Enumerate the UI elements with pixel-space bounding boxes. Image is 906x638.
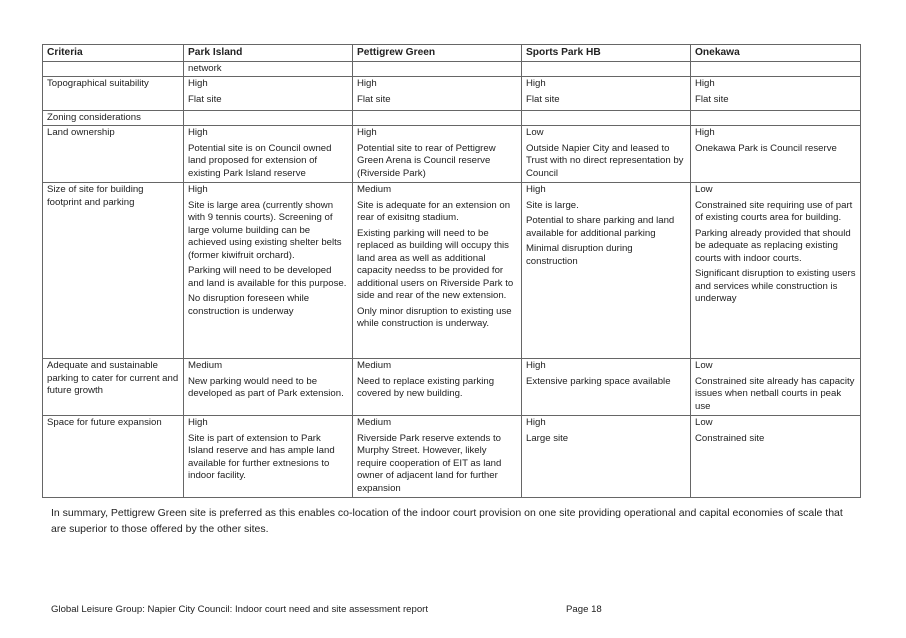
rating: Medium: [357, 184, 392, 195]
cell-text: Extensive parking space available: [526, 375, 671, 387]
table-cell: [353, 62, 522, 77]
table-cell: [691, 111, 861, 126]
table-cell: [184, 126, 353, 183]
rating: Medium: [357, 360, 392, 371]
table-cell: [691, 416, 861, 498]
cell-text: Riverside Park reserve extends to Murphy Street. However, likely require cooperation of EIT as land owner of adjacent land for further expansion: [357, 432, 502, 494]
cell-text: Minimal disruption during construction: [526, 243, 633, 267]
rating: Medium: [357, 417, 392, 428]
table-cell: [522, 183, 691, 359]
cell-text: Significant disruption to existing users and services while construction is underway: [695, 268, 856, 304]
table-row: [43, 183, 861, 359]
table-row: [43, 62, 861, 77]
footer-title: Global Leisure Group: Napier City Council: Indoor court need and site assessment report: [51, 604, 429, 615]
table-cell: [353, 183, 522, 359]
rating: High: [526, 417, 546, 428]
table-row: [43, 126, 861, 183]
header-sports-park-hb: Sports Park HB: [522, 45, 691, 62]
cell-text: Potential to share parking and land available for additional parking: [526, 215, 675, 239]
cell-text: Need to replace existing parking covered by new building.: [357, 375, 495, 399]
cell-text: Existing parking will need to be replaced as building will occupy this land area as well as additional capacity needss to be provided for additional users on Riverside Park to side and rear of the new extension.: [357, 227, 514, 301]
table-cell: [184, 359, 353, 416]
table-row: [43, 111, 861, 126]
header-onekawa: Onekawa: [691, 45, 861, 62]
site-assessment-table: [42, 44, 861, 498]
cell-text: Parking already provided that should be adequate as replacing existing courts with indoor courts.: [695, 227, 851, 264]
criteria-cell: Space for future expansion: [43, 416, 184, 498]
cell-text: Site is large area (currently shown with 9 tennis courts). Screening of large volume building can be achieved using existing shelter belts (former kiwifruit orchard).: [188, 199, 342, 261]
cell-text: No disruption foreseen while construction is underway: [188, 293, 310, 317]
cell-text: Outside Napier City and leased to Trust with no direct representation by Council: [526, 142, 684, 179]
summary-paragraph: In summary, Pettigrew Green site is preferred as this enables co-location of the indoor court provision on one site providing operational and capital economies of scale that are superior to those offered by the other sites.: [51, 507, 843, 535]
table-cell: [522, 359, 691, 416]
table-cell: [353, 416, 522, 498]
cell-text: Large site: [526, 432, 569, 444]
rating: Low: [695, 184, 713, 195]
table-cell: [184, 183, 353, 359]
table-cell: network: [184, 62, 353, 77]
cell-text: Constrained site requiring use of part of existing courts area for building.: [695, 199, 853, 223]
table-row: [43, 77, 861, 111]
rating: High: [188, 78, 208, 89]
table-cell: [522, 111, 691, 126]
cell-text: Site is large.: [526, 199, 579, 211]
cell-text: Potential site is on Council owned land proposed for extension of existing Park Island reserve: [188, 142, 332, 179]
table-cell: [522, 77, 691, 111]
table-cell: [691, 183, 861, 359]
table-cell: [184, 111, 353, 126]
header-pettigrew-green: Pettigrew Green: [353, 45, 522, 62]
cell-text: Parking will need to be developed and land is available for this purpose.: [188, 265, 347, 289]
table-cell: [691, 359, 861, 416]
table-cell: [522, 62, 691, 77]
header-park-island: Park Island: [184, 45, 353, 62]
rating: High: [188, 127, 208, 138]
criteria-cell: Land ownership: [43, 126, 184, 183]
cell-text: Onekawa Park is Council reserve: [695, 142, 837, 154]
table-cell: [353, 111, 522, 126]
rating: High: [526, 360, 546, 371]
table-cell: [184, 416, 353, 498]
table-cell: [43, 62, 184, 77]
table-cell: [522, 126, 691, 183]
rating: Low: [695, 417, 713, 428]
rating: High: [357, 127, 377, 138]
rating: Medium: [188, 360, 223, 371]
cell-text: Site is adequate for an extension on rear of exisitng stadium.: [357, 199, 511, 223]
cell-text: Only minor disruption to existing use while construction is underway.: [357, 305, 512, 329]
cell-text: New parking would need to be developed as part of Park extension.: [188, 375, 344, 399]
rating: High: [526, 78, 546, 89]
rating: High: [188, 417, 208, 428]
criteria-cell: Topographical suitability: [43, 77, 184, 111]
rating: High: [695, 78, 715, 89]
rating: High: [357, 78, 377, 89]
header-criteria: Criteria: [43, 45, 184, 62]
page-number: Page 18: [566, 604, 602, 615]
criteria-cell: Adequate and sustainable parking to cater for current and future growth: [43, 359, 184, 416]
rating: High: [188, 184, 208, 195]
cell-text: Flat site: [357, 93, 391, 105]
table-cell: [353, 126, 522, 183]
table-cell: [691, 126, 861, 183]
table-cell: [184, 77, 353, 111]
rating: High: [526, 184, 546, 195]
criteria-cell: Size of site for building footprint and parking: [43, 183, 184, 359]
cell-text: Constrained site: [695, 432, 765, 444]
table-row: [43, 359, 861, 416]
table-cell: [691, 62, 861, 77]
rating: Low: [695, 360, 713, 371]
criteria-cell: Zoning considerations: [43, 111, 184, 126]
table-cell: [691, 77, 861, 111]
cell-text: Flat site: [188, 93, 222, 105]
cell-text: Potential site to rear of Pettigrew Green Arena is Council reserve (Riverside Park): [357, 142, 496, 179]
cell-text: Constrained site already has capacity issues when netball courts in peak use: [695, 375, 855, 412]
rating: High: [695, 127, 715, 138]
table-cell: [353, 77, 522, 111]
table-header-row: [43, 45, 861, 62]
table-row: [43, 416, 861, 498]
cell-text: Flat site: [695, 93, 729, 105]
table-cell: [522, 416, 691, 498]
table-cell: [353, 359, 522, 416]
cell-text: Site is part of extension to Park Island reserve and has ample land available for further extnesions to indoor facility.: [188, 432, 335, 481]
cell-text: Flat site: [526, 93, 560, 105]
rating: Low: [526, 127, 544, 138]
